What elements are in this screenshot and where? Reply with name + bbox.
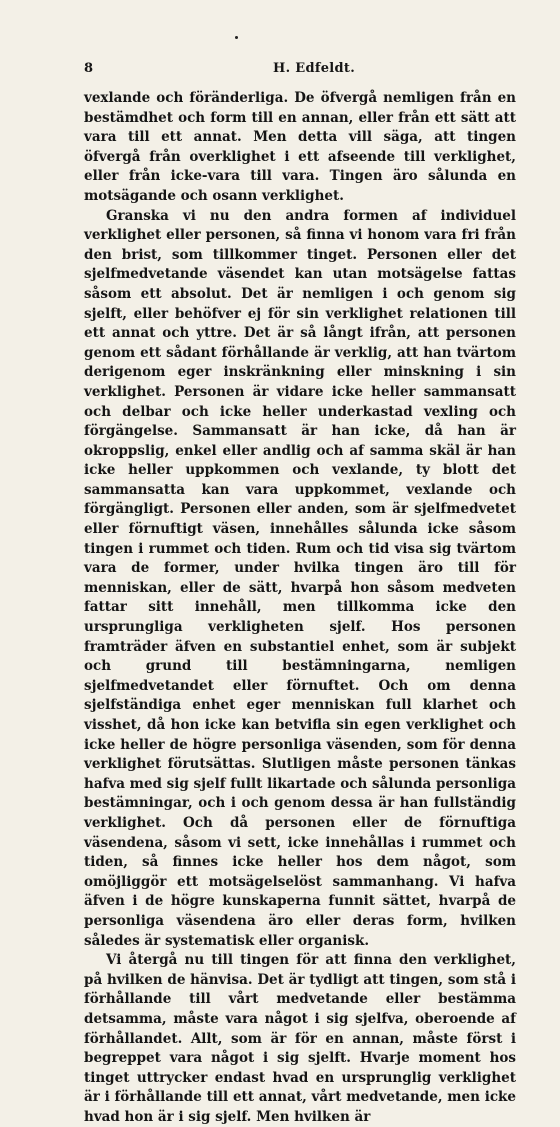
page-header — [84, 61, 526, 81]
paragraph-person: Granska vi nu den andra formen af individuel verklighet eller personen, så finna vi honom vara fri från den brist, som tillkommer tinget. Personen eller det sjelfmedvetande väsendet kan utan motsägelse fattas såsom ett absolut. Det är nemligen i och genom sig sjelft, eller behöfver ej för sin verklighet relationen till ett annat och yttre. Det är så långt ifrån, att personen genom ett sådant förhållande är verklig, att han tvärtom derigenom eger inskränkning eller minskning i sin verklighet. Personen är vidare icke heller sammansatt och delbar och icke heller underkastad vexling och förgängelse. Sammansatt är han icke, då han är okroppslig, enkel eller andlig och af samma skäl är han icke heller uppkommen och vexlande, ty blott det sammansatta kan vara uppkommet, vexlande och förgängligt. Personen eller anden, som är sjelfmedvetet eller förnuftigt väsen, innehålles sålunda icke såsom tingen i rummet och tiden. Rum och tid visa sig tvärtom vara de former, under hvilka tingen äro till för menniskan, eller de sätt, hvarpå hon såsom medveten fattar sitt innehåll, men tillkomma icke den ursprungliga verkligheten sjelf. Hos personen framträder äfven en substantiel enhet, som är subjekt och grund till bestämningarna, nemligen sjelfmedvetandet eller förnuftet. Och om denna sjelfständiga enhet eger menniskan full klarhet och visshet, då hon icke kan betvifla sin egen verklighet och icke heller de högre personliga väsenden, som för denna verklighet förutsättas. Slutligen måste personen tänkas hafva med sig sjelf fullt likartade och sålunda personliga bestämningar, och i och genom dessa är han fullständig verklighet. Och då personen eller de förnuftiga väsendena, såsom vi sett, icke innehållas i rummet och tiden, så finnes icke heller hos dem något, som omöjliggör ett motsägelselöst sammanhang. Vi hafva äfven i de högre kunskaperna funnit sättet, hvarpå de personliga väsendena äro eller deras form, hvilken således är systematisk eller organisk. — [84, 207, 516, 949]
paragraph-continuation: vexlande och föränderliga. De öfvergå nemligen från en bestämdhet och form till en annan, eller från ett sätt att vara till ett annat. Men detta vill säga, att tingen öfvergå från overklighet i ett afseende till verklighet, eller från icke-vara till vara. Tingen äro sålunda en motsägande och osann verklighet. — [84, 90, 516, 204]
body-text — [84, 89, 516, 1127]
page-number: 8 — [84, 61, 94, 76]
running-head: H. Edfeldt. — [273, 61, 356, 76]
paragraph-things: Vi återgå nu till tingen för att finna den verklighet, på hvilken de hänvisa. Det är tydligt att tingen, som stå i förhållande till vårt medvetande eller bestämma detsamma, måste vara något i sig sjelfva, oberoende af förhållandet. Allt, som är för en annan, måste först i begreppet vara något i sig sjelft. Hvarje moment hos tinget uttrycker endast hvad en ursprunglig verklighet är i förhållande till ett annat, vårt medvetande, men icke hvad hon är i sig sjelf. Men hvilken är — [84, 952, 516, 1125]
print-speck — [235, 36, 238, 39]
